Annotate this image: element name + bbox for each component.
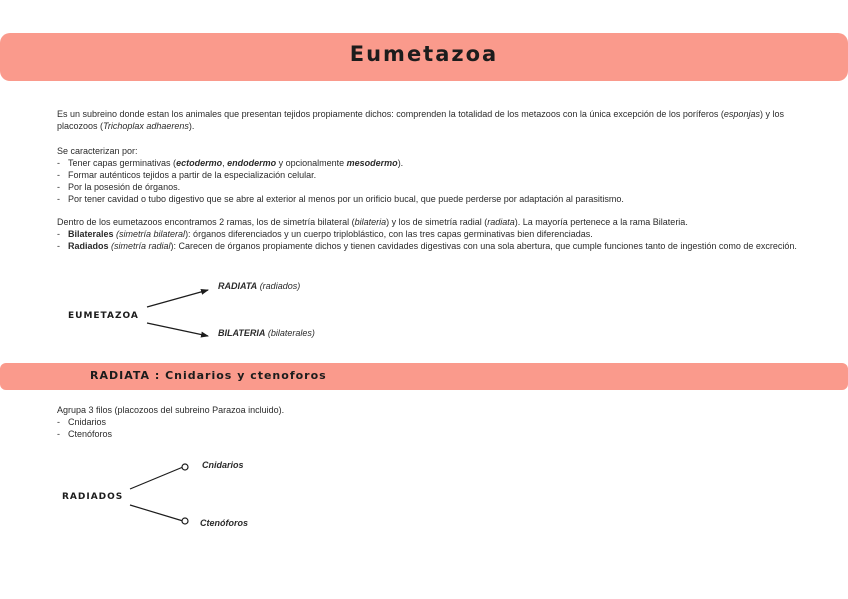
diagram-root-eumetazoa: EUMETAZOA [68, 311, 139, 321]
bilateria-paren: (bilaterales) [267, 328, 315, 338]
branches-text-a: Dentro de los eumetazoos encontramos 2 ramas, los de simetría bilateral ( [57, 217, 355, 227]
arrow-to-bilateria [147, 323, 208, 336]
intro-text-3: ). [188, 121, 195, 131]
node-cnidarios [182, 464, 188, 470]
list-item: - Ctenóforos [57, 429, 113, 439]
item1-text-c: , [222, 158, 228, 168]
item1-text-a: Tener capas germinativas ( [68, 158, 177, 168]
cnidarios-label: Cnidarios [202, 460, 244, 470]
item3-text: Por la posesión de órganos. [68, 182, 181, 192]
line-to-ctenoforos [130, 505, 183, 521]
page-title: Eumetazoa [349, 42, 499, 66]
ctenoforos-label: Ctenóforos [200, 518, 248, 528]
diagram-branch-bilateria [218, 328, 315, 338]
list-item: - Radiados (simetría radial): Carecen de órganos propiamente dichos y tienen cavidades digestivas con una sola abertura, que cumple funciones tanto de ingestión como de excreción. [57, 241, 797, 251]
list-item: - Cnidarios [57, 417, 107, 427]
intro-trichoplax: Trichoplax adhaerens [103, 121, 189, 131]
radiados-text: ): Carecen de órganos propiamente dichos y tienen cavidades digestivas con una sola abertura, que cumple funciones tanto de ingestión como de excreción. [170, 241, 797, 251]
bilaterales-text: ): órganos diferenciados y un cuerpo triploblástico, con las tres capas germinativas bien diferenciadas. [185, 229, 593, 239]
list-item: - Por la posesión de órganos. [57, 182, 181, 192]
section2-intro: Agrupa 3 filos (placozoos del subreino Parazoa incluido). [57, 405, 285, 415]
radiados-paren: (simetría radial [108, 241, 171, 251]
characteristics-heading: Se caracterizan por: [57, 146, 138, 156]
item1-mesodermo: mesodermo [346, 158, 398, 168]
branches-text-c: ) y los de simetría radial ( [386, 217, 488, 227]
list-item: - Por tener cavidad o tubo digestivo que se abre al exterior al menos por un orificio bucal, que puede perderse por adaptación al parasitismo. [57, 194, 624, 204]
section2-block [57, 404, 797, 440]
item2-text: Formar auténticos tejidos a partir de la especialización celular. [68, 170, 317, 180]
list-item: - Bilaterales (simetría bilateral): órganos diferenciados y un cuerpo triploblástico, con las tres capas germinativas bien diferenciadas. [57, 229, 593, 239]
item4-text: Por tener cavidad o tubo digestivo que se abre al exterior al menos por un orificio bucal, que puede perderse por adaptación al parasitismo. [68, 194, 624, 204]
item1-text-e: y opcionalmente [276, 158, 347, 168]
diagram-root-radiados: RADIADOS [62, 492, 124, 502]
section2-item2: Ctenóforos [68, 429, 113, 439]
radiata-paren: (radiados) [259, 281, 301, 291]
diagram-branch-ctenoforos [200, 518, 248, 528]
arrow-to-radiata [147, 290, 208, 307]
diagram-branch-radiata [218, 281, 300, 291]
item1-ectodermo: ectodermo [176, 158, 223, 168]
list-item: - Formar auténticos tejidos a partir de la especialización celular. [57, 170, 317, 180]
list-item: - Tener capas germinativas (ectodermo, endodermo y opcionalmente mesodermo). [57, 158, 404, 168]
branches-bilateria: bilateria [354, 217, 387, 227]
section2-item1: Cnidarios [68, 417, 107, 427]
intro-text-1: Es un subreino donde estan los animales que presentan tejidos propiamente dichos: comprenden la totalidad de los metazoos con la única excepción de los poríferos ( [57, 109, 724, 119]
branches-text-e: ). La mayoría pertenece a la rama Bilateria. [514, 217, 688, 227]
bilateria-label: BILATERIA [218, 328, 266, 338]
bilaterales-name: Bilaterales [68, 229, 114, 239]
item1-endodermo: endodermo [227, 158, 277, 168]
diagram-branch-cnidarios [202, 460, 244, 470]
node-ctenoforos [182, 518, 188, 524]
intro-text-2: ) y los placozoos ( [57, 109, 784, 131]
branches-radiata: radiata [487, 217, 515, 227]
intro-esponjas: esponjas [723, 109, 760, 119]
section-title: RADIATA : Cnidarios y ctenoforos [90, 369, 327, 382]
bilaterales-paren: (simetría bilateral [113, 229, 186, 239]
radiados-name: Radiados [68, 241, 109, 251]
item1-text-g: ). [397, 158, 404, 168]
line-to-cnidarios [130, 467, 183, 489]
radiata-label: RADIATA [218, 281, 258, 291]
